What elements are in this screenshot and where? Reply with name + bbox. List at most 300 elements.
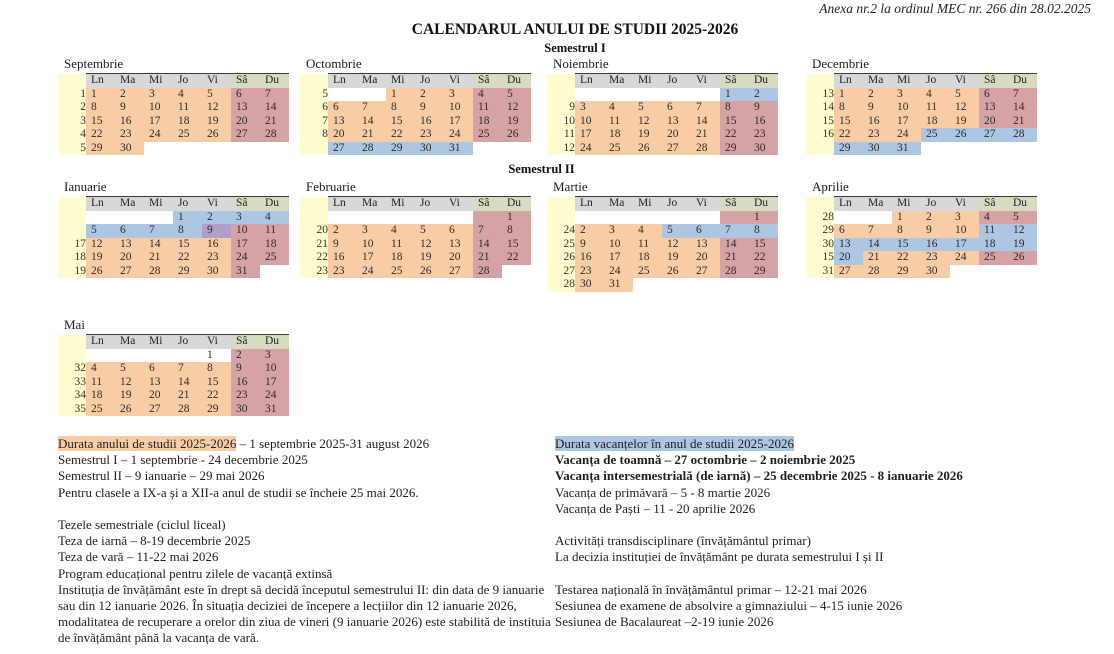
day-cell <box>575 211 604 225</box>
day-header-ma: Ma <box>115 197 144 211</box>
week-number: 12 <box>547 142 575 156</box>
day-cell: 29 <box>86 142 115 156</box>
day-header-sâ: Sâ <box>979 197 1008 211</box>
day-cell <box>720 211 749 225</box>
day-cell <box>633 278 662 292</box>
day-header-jo: Jo <box>173 197 202 211</box>
day-cell: 1 <box>892 211 921 225</box>
note-line <box>555 614 1090 630</box>
day-cell: 12 <box>633 115 662 129</box>
day-cell: 26 <box>86 265 115 279</box>
day-header-vi: Vi <box>202 197 231 211</box>
day-cell <box>979 142 1008 156</box>
day-cell: 23 <box>921 251 950 265</box>
day-cell: 24 <box>950 251 979 265</box>
week-number: 26 <box>547 251 575 265</box>
day-header-du: Du <box>749 74 778 88</box>
day-cell <box>231 142 260 156</box>
notes-column-left <box>58 436 554 647</box>
day-cell: 23 <box>863 128 892 142</box>
semester-1-heading: Semestrul I <box>544 41 606 55</box>
day-cell: 18 <box>979 238 1008 252</box>
day-header-ln: Ln <box>575 74 604 88</box>
day-cell: 6 <box>444 224 473 238</box>
note-text: Activități transdisciplinare (învățământul primar) <box>555 533 811 549</box>
note-line <box>58 468 554 484</box>
week-number: 10 <box>547 115 575 129</box>
day-cell: 14 <box>720 238 749 252</box>
day-cell: 20 <box>834 251 863 265</box>
day-cell: 6 <box>144 362 173 376</box>
day-cell: 21 <box>260 115 289 129</box>
day-cell: 4 <box>604 101 633 115</box>
note-text: Pentru clasele a IX-a și a XII-a anul de studii se încheie 25 mai 2026. <box>58 484 419 500</box>
day-cell: 7 <box>473 224 502 238</box>
day-cell: 15 <box>834 115 863 129</box>
week-number: 22 <box>300 251 328 265</box>
note-line <box>58 549 554 565</box>
week-number: 16 <box>806 128 834 142</box>
note-line <box>555 549 1090 565</box>
day-cell: 20 <box>231 115 260 129</box>
day-cell: 16 <box>575 251 604 265</box>
week-number: 20 <box>300 224 328 238</box>
day-cell: 19 <box>1008 238 1037 252</box>
day-cell: 5 <box>662 224 691 238</box>
day-header-mi: Mi <box>892 197 921 211</box>
day-header-ln: Ln <box>86 197 115 211</box>
day-cell: 4 <box>921 88 950 102</box>
note-text: Program educațional pentru zilele de vacanță extinsă <box>58 565 333 581</box>
day-cell <box>173 349 202 363</box>
week-column-corner <box>58 335 86 349</box>
day-cell: 28 <box>473 265 502 279</box>
month-name: Aprilie <box>812 179 849 194</box>
day-header-du: Du <box>502 197 531 211</box>
day-cell <box>328 88 357 102</box>
day-cell: 2 <box>921 211 950 225</box>
week-number: 3 <box>58 115 86 129</box>
day-cell: 4 <box>86 362 115 376</box>
day-header-vi: Vi <box>444 197 473 211</box>
day-cell: 12 <box>115 376 144 390</box>
day-cell: 2 <box>328 224 357 238</box>
day-cell <box>691 211 720 225</box>
day-cell: 5 <box>502 88 531 102</box>
week-number: 19 <box>58 265 86 279</box>
day-cell: 1 <box>749 211 778 225</box>
day-cell: 9 <box>115 101 144 115</box>
day-cell: 7 <box>720 224 749 238</box>
day-cell <box>921 142 950 156</box>
week-number: 1 <box>58 88 86 102</box>
day-cell <box>633 211 662 225</box>
week-number: 7 <box>300 115 328 129</box>
day-cell: 19 <box>502 115 531 129</box>
day-cell: 15 <box>173 238 202 252</box>
week-number: 25 <box>547 238 575 252</box>
day-cell: 20 <box>662 128 691 142</box>
day-cell <box>950 265 979 279</box>
day-cell: 7 <box>260 88 289 102</box>
day-cell: 13 <box>231 101 260 115</box>
day-cell: 20 <box>691 251 720 265</box>
day-cell: 18 <box>921 115 950 129</box>
day-header-ln: Ln <box>575 197 604 211</box>
note-text: Semestrul I – 1 septembrie - 24 decembrie 2025 <box>58 452 308 468</box>
week-number: 13 <box>806 88 834 102</box>
day-cell: 16 <box>328 251 357 265</box>
day-cell: 30 <box>415 142 444 156</box>
day-cell: 12 <box>415 238 444 252</box>
day-cell: 6 <box>979 88 1008 102</box>
day-cell: 28 <box>863 265 892 279</box>
day-cell: 9 <box>328 238 357 252</box>
day-cell: 2 <box>575 224 604 238</box>
day-cell: 11 <box>604 115 633 129</box>
day-cell: 13 <box>691 238 720 252</box>
day-header-ma: Ma <box>604 74 633 88</box>
day-cell: 31 <box>892 142 921 156</box>
day-cell <box>749 278 778 292</box>
day-cell: 16 <box>415 115 444 129</box>
day-cell <box>1008 265 1037 279</box>
day-cell: 9 <box>921 224 950 238</box>
note-paragraph: Instituția de învățământ este în drept să decidă începutul semestrului II: din data de 9 ianuarie sau din 12 ianuarie 2026. În situația deciziei de începere a lecțiilor din 12 ianuarie 2026, modalitatea de recuperare a orelor din ziua de vineri (9 ianuarie 2026) este stabilită de instituia de învățământ până la vacanța de vară. <box>58 581 551 646</box>
week-column-corner <box>58 197 86 211</box>
day-cell: 17 <box>444 115 473 129</box>
day-header-vi: Vi <box>444 74 473 88</box>
note-text: Sesiunea de Bacalaureat –2-19 iunie 2026 <box>555 614 774 630</box>
day-cell: 31 <box>604 278 633 292</box>
day-cell: 29 <box>386 142 415 156</box>
day-cell: 10 <box>260 362 289 376</box>
day-cell: 22 <box>386 128 415 142</box>
month-name: Februarie <box>306 179 356 194</box>
day-cell: 3 <box>144 88 173 102</box>
week-column-corner <box>806 74 834 88</box>
day-cell: 27 <box>691 265 720 279</box>
day-cell: 14 <box>144 238 173 252</box>
day-cell: 26 <box>115 403 144 417</box>
day-cell: 19 <box>86 251 115 265</box>
day-cell: 3 <box>575 101 604 115</box>
day-cell: 1 <box>86 88 115 102</box>
day-cell: 15 <box>502 238 531 252</box>
calendar-table <box>58 334 289 416</box>
day-cell: 27 <box>979 128 1008 142</box>
note-text: La decizia instituției de învățământ pe durata semestrului I și II <box>555 549 884 565</box>
day-cell: 21 <box>357 128 386 142</box>
note-text: Semestrul II – 9 ianuarie – 29 mai 2026 <box>58 468 265 484</box>
day-cell: 12 <box>86 238 115 252</box>
day-header-jo: Jo <box>921 197 950 211</box>
day-cell: 24 <box>575 142 604 156</box>
day-cell: 22 <box>749 251 778 265</box>
day-cell: 29 <box>720 142 749 156</box>
day-cell: 23 <box>231 389 260 403</box>
annex-note: Anexa nr.2 la ordinul MEC nr. 266 din 28.02.2025 <box>819 1 1091 16</box>
day-cell: 11 <box>386 238 415 252</box>
week-column-corner <box>58 74 86 88</box>
day-cell: 7 <box>173 362 202 376</box>
day-cell: 20 <box>115 251 144 265</box>
day-cell: 19 <box>415 251 444 265</box>
day-header-ma: Ma <box>115 74 144 88</box>
day-cell <box>1008 142 1037 156</box>
day-cell: 27 <box>444 265 473 279</box>
day-cell: 17 <box>604 251 633 265</box>
day-cell: 15 <box>386 115 415 129</box>
day-cell: 27 <box>328 142 357 156</box>
day-cell: 7 <box>144 224 173 238</box>
day-cell: 27 <box>834 265 863 279</box>
day-cell <box>863 211 892 225</box>
day-cell: 28 <box>357 142 386 156</box>
day-cell: 18 <box>473 115 502 129</box>
day-cell: 10 <box>144 101 173 115</box>
week-column-corner <box>806 197 834 211</box>
day-cell: 3 <box>950 211 979 225</box>
month-septembrie <box>58 56 289 155</box>
day-cell: 14 <box>691 115 720 129</box>
day-cell: 8 <box>749 224 778 238</box>
day-cell: 1 <box>720 88 749 102</box>
day-cell: 10 <box>231 224 260 238</box>
day-cell: 4 <box>979 211 1008 225</box>
note-line <box>555 468 1090 484</box>
day-cell: 7 <box>691 101 720 115</box>
day-cell: 5 <box>115 362 144 376</box>
month-noiembrie <box>547 56 778 155</box>
month-aprilie <box>806 179 1037 278</box>
week-number <box>300 211 328 225</box>
day-cell: 10 <box>575 115 604 129</box>
day-header-mi: Mi <box>892 74 921 88</box>
day-header-du: Du <box>1008 197 1037 211</box>
day-cell: 9 <box>415 101 444 115</box>
week-number: 2 <box>58 101 86 115</box>
day-cell: 16 <box>921 238 950 252</box>
day-header-sâ: Sâ <box>720 197 749 211</box>
day-header-vi: Vi <box>950 197 979 211</box>
day-cell: 14 <box>863 238 892 252</box>
week-number: 33 <box>58 376 86 390</box>
week-column-corner <box>300 74 328 88</box>
day-cell: 20 <box>979 115 1008 129</box>
day-cell <box>86 211 115 225</box>
day-cell: 30 <box>575 278 604 292</box>
day-cell <box>502 142 531 156</box>
week-number <box>300 142 328 156</box>
day-cell <box>173 142 202 156</box>
day-cell: 20 <box>328 128 357 142</box>
day-cell: 9 <box>575 238 604 252</box>
day-cell: 21 <box>473 251 502 265</box>
day-cell: 27 <box>662 142 691 156</box>
month-octombrie <box>300 56 531 155</box>
day-cell: 18 <box>260 238 289 252</box>
day-cell: 1 <box>834 88 863 102</box>
day-cell <box>575 88 604 102</box>
day-cell <box>662 211 691 225</box>
day-cell: 5 <box>950 88 979 102</box>
day-header-jo: Jo <box>415 197 444 211</box>
note-line <box>58 485 554 501</box>
week-number: 23 <box>300 265 328 279</box>
day-cell: 12 <box>950 101 979 115</box>
day-cell: 25 <box>173 128 202 142</box>
note-line <box>555 452 1090 468</box>
day-header-jo: Jo <box>415 74 444 88</box>
day-cell: 29 <box>749 265 778 279</box>
note-line <box>58 566 554 582</box>
day-cell: 3 <box>231 211 260 225</box>
note-text: Vacanța de Paști – 11 - 20 aprilie 2026 <box>555 500 756 516</box>
day-header-ma: Ma <box>604 197 633 211</box>
day-header-ma: Ma <box>863 74 892 88</box>
day-cell: 16 <box>231 376 260 390</box>
week-number: 4 <box>58 128 86 142</box>
day-header-sâ: Sâ <box>473 197 502 211</box>
day-cell: 18 <box>386 251 415 265</box>
day-cell: 9 <box>749 101 778 115</box>
day-cell: 26 <box>950 128 979 142</box>
day-cell: 14 <box>473 238 502 252</box>
note-spacer <box>555 566 1090 582</box>
day-header-jo: Jo <box>921 74 950 88</box>
day-cell: 4 <box>386 224 415 238</box>
day-cell: 15 <box>892 238 921 252</box>
calendar-table <box>806 196 1037 278</box>
day-cell: 17 <box>260 376 289 390</box>
calendar-table <box>547 196 778 292</box>
day-cell: 24 <box>144 128 173 142</box>
day-cell: 22 <box>202 389 231 403</box>
day-cell: 13 <box>979 101 1008 115</box>
week-number: 15 <box>806 115 834 129</box>
day-cell: 11 <box>473 101 502 115</box>
week-number: 21 <box>300 238 328 252</box>
day-cell: 24 <box>357 265 386 279</box>
day-cell: 18 <box>173 115 202 129</box>
day-cell <box>950 142 979 156</box>
day-cell: 9 <box>231 362 260 376</box>
day-cell: 27 <box>144 403 173 417</box>
day-cell <box>357 88 386 102</box>
day-cell <box>144 211 173 225</box>
day-cell: 29 <box>173 265 202 279</box>
day-cell: 8 <box>202 362 231 376</box>
day-cell: 4 <box>173 88 202 102</box>
day-cell: 2 <box>115 88 144 102</box>
day-cell: 4 <box>633 224 662 238</box>
calendar-table <box>58 196 289 278</box>
day-cell: 19 <box>202 115 231 129</box>
day-header-ln: Ln <box>328 74 357 88</box>
day-cell: 21 <box>144 251 173 265</box>
day-header-ma: Ma <box>115 335 144 349</box>
day-cell: 19 <box>950 115 979 129</box>
day-cell: 6 <box>115 224 144 238</box>
day-cell <box>328 211 357 225</box>
day-cell: 22 <box>720 128 749 142</box>
day-cell: 14 <box>173 376 202 390</box>
calendar-table <box>58 73 289 155</box>
day-header-du: Du <box>260 74 289 88</box>
day-cell <box>260 265 289 279</box>
note-line <box>555 501 1090 517</box>
day-cell: 12 <box>502 101 531 115</box>
day-cell: 3 <box>604 224 633 238</box>
week-number: 34 <box>58 389 86 403</box>
day-header-du: Du <box>502 74 531 88</box>
day-header-jo: Jo <box>173 74 202 88</box>
day-cell: 11 <box>260 224 289 238</box>
day-cell <box>662 88 691 102</box>
day-cell: 14 <box>260 101 289 115</box>
day-cell: 1 <box>202 349 231 363</box>
day-cell: 23 <box>749 128 778 142</box>
day-cell <box>415 211 444 225</box>
month-name: Martie <box>553 179 588 194</box>
day-header-ma: Ma <box>357 197 386 211</box>
day-cell: 11 <box>86 376 115 390</box>
day-cell <box>473 211 502 225</box>
day-cell <box>473 142 502 156</box>
day-cell: 21 <box>720 251 749 265</box>
day-cell: 25 <box>604 142 633 156</box>
week-number: 15 <box>806 251 834 265</box>
day-cell: 19 <box>115 389 144 403</box>
day-cell: 13 <box>115 238 144 252</box>
day-header-du: Du <box>749 197 778 211</box>
week-number <box>58 224 86 238</box>
day-cell: 15 <box>202 376 231 390</box>
highlighted-text: Durata anului de studii 2025-2026 <box>58 436 237 451</box>
week-number: 8 <box>300 128 328 142</box>
day-cell: 12 <box>1008 224 1037 238</box>
day-cell <box>691 88 720 102</box>
day-header-vi: Vi <box>691 197 720 211</box>
day-cell: 27 <box>115 265 144 279</box>
note-line <box>555 598 1090 614</box>
day-cell: 19 <box>633 128 662 142</box>
note-text: Sesiunea de examene de absolvire a gimnaziului – 4-15 iunie 2026 <box>555 598 903 613</box>
day-cell: 3 <box>260 349 289 363</box>
day-header-mi: Mi <box>144 74 173 88</box>
day-cell: 31 <box>444 142 473 156</box>
day-cell <box>86 349 115 363</box>
day-cell: 21 <box>1008 115 1037 129</box>
day-cell: 10 <box>892 101 921 115</box>
day-cell: 19 <box>662 251 691 265</box>
day-cell: 17 <box>357 251 386 265</box>
day-cell: 11 <box>633 238 662 252</box>
day-cell: 13 <box>834 238 863 252</box>
day-cell: 30 <box>115 142 144 156</box>
day-cell: 29 <box>892 265 921 279</box>
note-spacer <box>555 517 1090 533</box>
day-cell: 25 <box>473 128 502 142</box>
day-cell: 22 <box>86 128 115 142</box>
month-decembrie <box>806 56 1037 155</box>
day-cell: 24 <box>892 128 921 142</box>
day-cell: 17 <box>575 128 604 142</box>
day-cell: 5 <box>633 101 662 115</box>
day-cell: 8 <box>173 224 202 238</box>
day-cell: 4 <box>473 88 502 102</box>
